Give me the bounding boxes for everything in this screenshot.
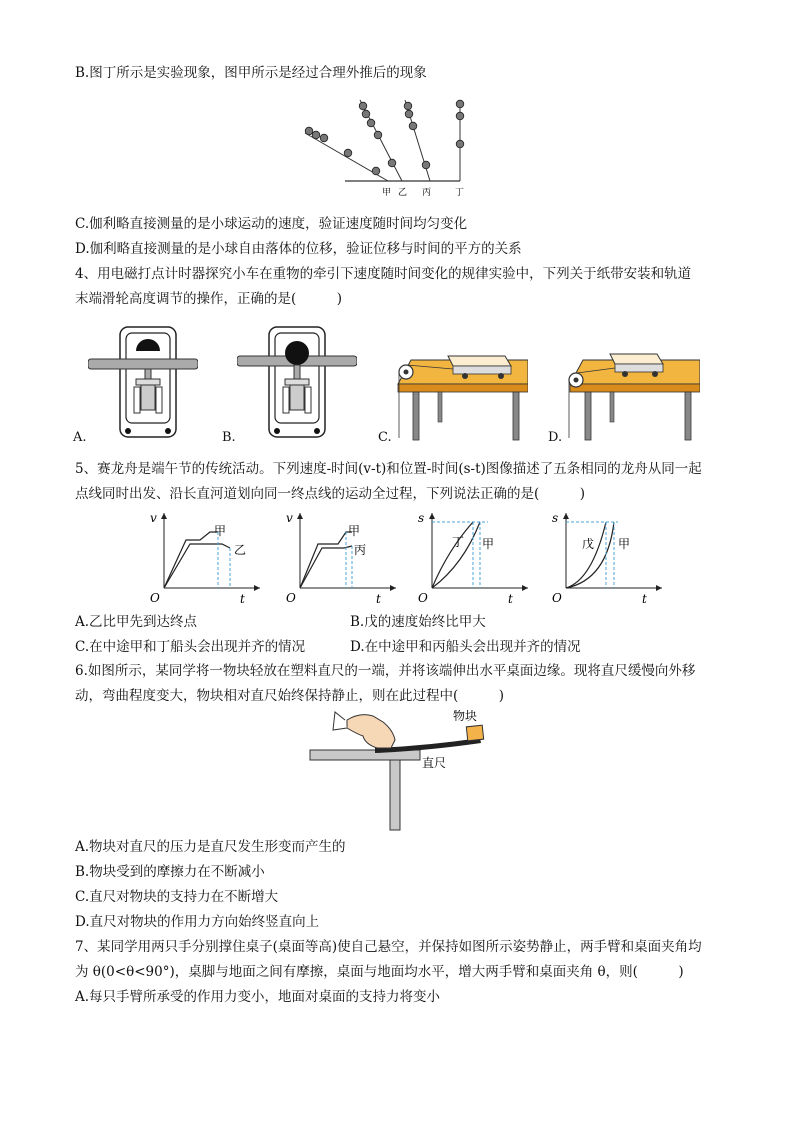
svg-text:O: O: [150, 591, 160, 605]
q5-option-d: D.在中途甲和丙船头会出现并齐的情况: [350, 639, 581, 655]
timer-figure-a: [88, 325, 198, 440]
q5-stem-line1: 5、赛龙舟是端午节的传统活动。下列速度-时间(v-t)和位置-时间(s-t)图像描述了五条相同的龙舟从同一起: [75, 461, 702, 477]
svg-text:O: O: [552, 591, 562, 605]
svg-text:v: v: [286, 511, 293, 525]
svg-text:乙: 乙: [234, 543, 247, 557]
label-ding: 丁: [455, 188, 465, 198]
q4-stem-line2: 末端滑轮高度调节的操作，正确的是( ): [75, 291, 343, 307]
q5-option-b: B.戊的速度始终比甲大: [350, 614, 486, 630]
q4-label-c: C.: [378, 430, 392, 445]
q4-label-b: B.: [222, 430, 236, 445]
st-graph-4: [552, 510, 667, 605]
galileo-incline-figure: [300, 95, 470, 200]
q6-option-b: B.物块受到的摩擦力在不断减小: [75, 864, 265, 880]
svg-text:甲: 甲: [618, 537, 631, 551]
label-bing: 丙: [422, 188, 432, 198]
q6-stem-line1: 6.如图所示，某同学将一物块轻放在塑料直尺的一端，并将该端伸出水平桌面边缘。现将直尺缓慢向外移: [75, 663, 696, 679]
svg-text:t: t: [642, 592, 647, 605]
svg-text:t: t: [240, 592, 245, 605]
svg-text:O: O: [286, 591, 296, 605]
svg-text:甲: 甲: [482, 537, 495, 551]
vt-graph-2: [286, 510, 401, 605]
svg-text:甲: 甲: [214, 524, 227, 538]
svg-text:O: O: [418, 591, 428, 605]
q3-option-b: B.图丁所示是实验现象，图甲所示是经过合理外推后的现象: [75, 65, 427, 81]
svg-text:丙: 丙: [354, 543, 367, 557]
q6-option-a: A.物块对直尺的压力是直尺发生形变而产生的: [75, 839, 346, 855]
q7-stem-line2: 为 θ(0<θ<90°)，桌脚与地面之间有摩擦，桌面与地面均水平，增大两手臂和桌面夹角 θ，则( ): [75, 964, 684, 980]
q4-stem-line1: 4、用电磁打点计时器探究小车在重物的牵引下速度随时间变化的规律实验中，下列关于纸带安装和轨道: [75, 266, 692, 282]
vt-graph-1: [150, 510, 265, 605]
q5-stem-line2: 点线同时出发、沿长直河道划向同一终点线的运动全过程，下列说法正确的是( ): [75, 486, 586, 502]
q3-option-d: D.伽利略直接测量的是小球自由落体的位移，验证位移与时间的平方的关系: [75, 241, 522, 257]
q7-stem-line1: 7、某同学用两只手分别撑住桌子(桌面等高)使自己悬空，并保持如图所示姿势静止，两手臂和桌面夹角均: [75, 939, 702, 955]
svg-text:戊: 戊: [582, 537, 595, 551]
q5-option-c: C.在中途甲和丁船头会出现并齐的情况: [75, 639, 306, 655]
label-jia: 甲: [382, 188, 392, 198]
q7-option-a: A.每只手臂所承受的作用力变小，地面对桌面的支持力将变小: [75, 989, 441, 1005]
track-figure-d: [565, 348, 700, 443]
q4-label-d: D.: [548, 430, 563, 445]
svg-text:t: t: [508, 592, 513, 605]
label-block: 物块: [453, 710, 478, 723]
svg-text:甲: 甲: [348, 524, 361, 538]
svg-text:s: s: [552, 511, 559, 525]
label-ruler: 直尺: [422, 756, 447, 770]
timer-figure-b: [237, 325, 357, 440]
svg-text:丁: 丁: [452, 535, 465, 549]
track-figure-c: [393, 348, 528, 443]
svg-text:t: t: [376, 592, 381, 605]
q6-stem-line2: 动，弯曲程度变大，物块相对直尺始终保持静止，则在此过程中( ): [75, 688, 505, 704]
label-yi: 乙: [398, 188, 408, 198]
svg-text:s: s: [418, 511, 425, 525]
q3-option-c: C.伽利略直接测量的是小球运动的速度，验证速度随时间均匀变化: [75, 216, 468, 232]
st-graph-3: [418, 510, 533, 605]
q6-option-c: C.直尺对物块的支持力在不断增大: [75, 889, 279, 905]
q6-option-d: D.直尺对物块的作用力方向始终竖直向上: [75, 914, 320, 930]
q5-option-a: A.乙比甲先到达终点: [75, 614, 198, 630]
ruler-figure: [305, 710, 500, 835]
svg-text:v: v: [150, 511, 157, 525]
q4-label-a: A.: [73, 430, 87, 445]
